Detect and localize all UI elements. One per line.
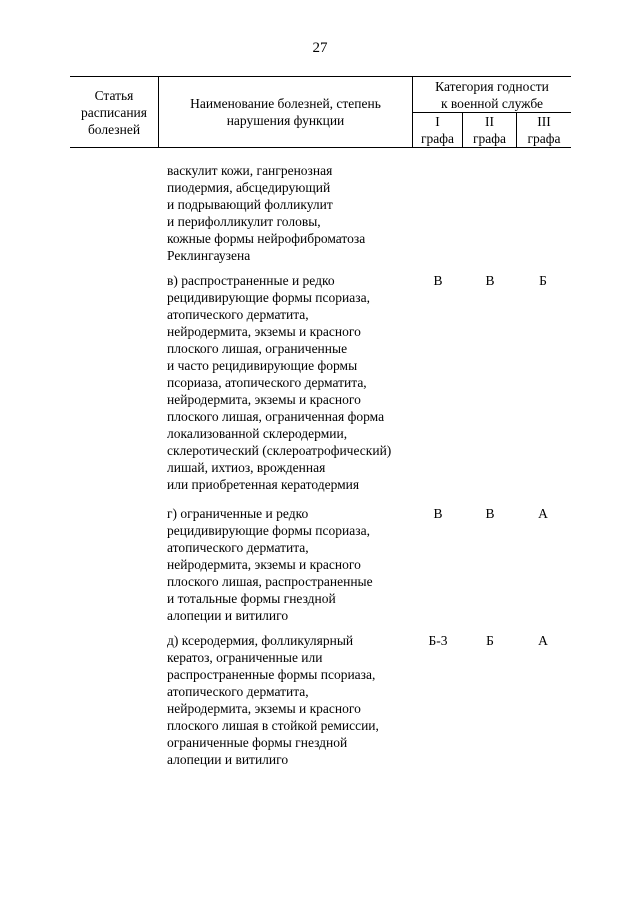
header-fitness-category: Категория годности к военной службе bbox=[435, 78, 549, 111]
category-column-2: Б bbox=[486, 633, 494, 648]
category-column-2: В bbox=[485, 273, 495, 288]
disease-description: д) ксеродермия, фолликулярный кератоз, ограниченные или распространенные формы псориаза, атопического дерматита, нейродермита, экземы и красного плоского лишая в стойкой ремиссии, ограниченные формы гнездной алопеции и витилиго bbox=[167, 633, 379, 767]
category-column-1: В bbox=[433, 273, 443, 288]
table-header bbox=[70, 76, 571, 148]
page-number: 27 bbox=[312, 40, 328, 56]
category-column-2: В bbox=[485, 506, 495, 521]
header-column-1: I графа bbox=[420, 114, 455, 146]
category-column-1: Б-3 bbox=[428, 633, 448, 648]
header-article: Статья расписания болезней bbox=[81, 87, 147, 137]
disease-description: в) распространенные и редко рецидивирующие формы псориаза, атопического дерматита, нейродермита, экземы и красного плоского лишая, ограниченные и часто рецидивирующие формы псориаза, атопического дерматита, нейродермита, экземы и красного плоского лишая, ограниченная форма локализованной склеродермии, склеротический (склероатрофический) лишай, ихтиоз, врожденная или приобретенная кератодермия bbox=[167, 273, 392, 492]
header-disease-name: Наименование болезней, степень нарушения функции bbox=[190, 96, 381, 128]
disease-description: г) ограниченные и редко рецидивирующие формы псориаза, атопического дерматита, нейродермита, экземы и красного плоского лишая, распространенные и тотальные формы гнездной алопеции и витилиго bbox=[167, 506, 373, 623]
category-column-3: Б bbox=[539, 273, 547, 288]
category-column-3: А bbox=[538, 506, 548, 521]
category-column-1: В bbox=[433, 506, 443, 521]
header-column-3: III графа bbox=[527, 114, 561, 146]
disease-description: васкулит кожи, гангренозная пиодермия, абсцедирующий и подрывающий фолликулит и перифолликулит головы, кожные формы нейрофиброматоза Реклингаузена bbox=[167, 163, 366, 263]
header-column-2: II графа bbox=[472, 114, 507, 146]
category-column-3: А bbox=[538, 633, 548, 648]
